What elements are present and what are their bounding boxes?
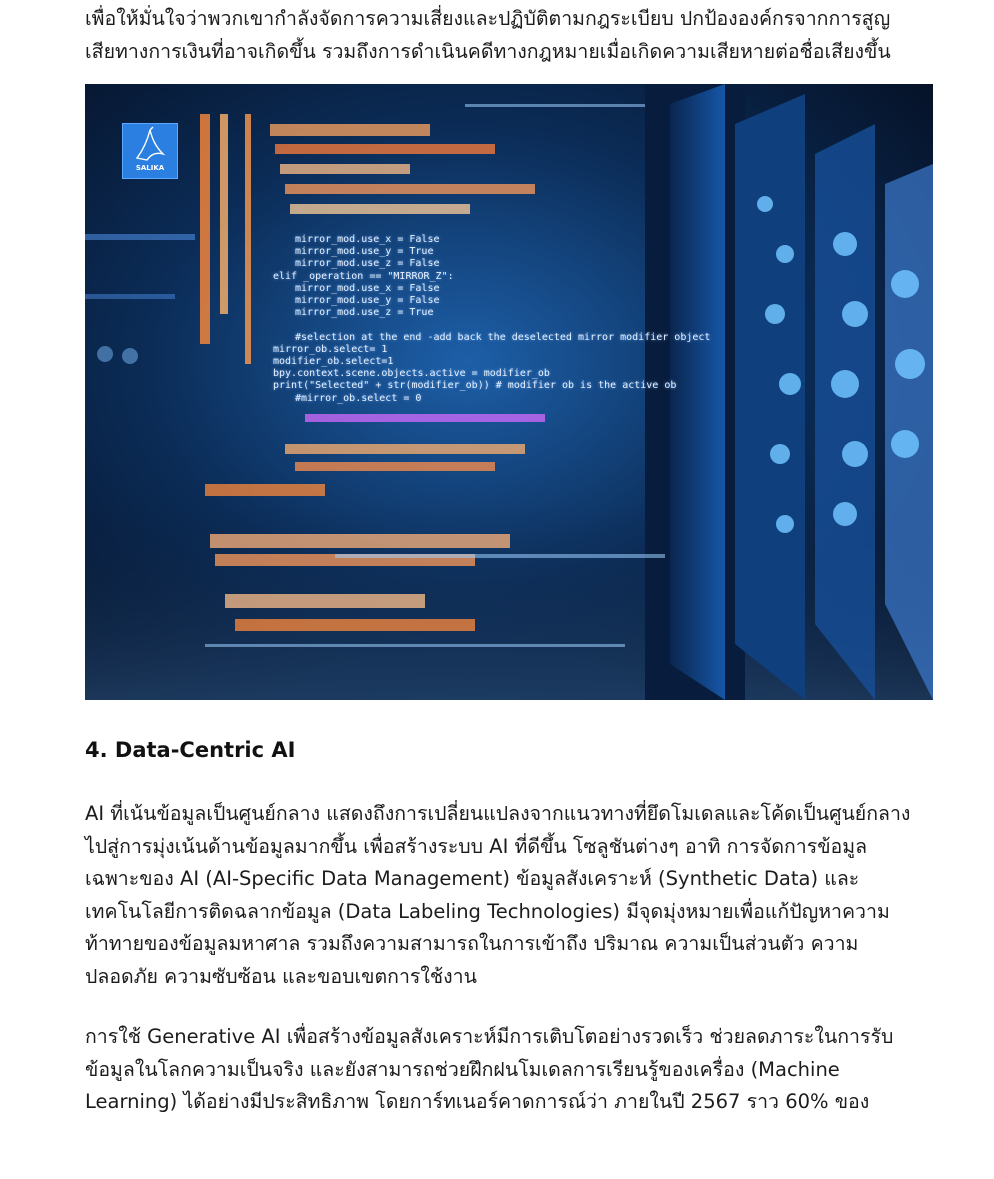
code-line: mirror_mod.use_z = False bbox=[295, 258, 440, 270]
paragraph-line: เทคโนโลยีการติดฉลากข้อมูล (Data Labeling Technologies) มีจุดมุ่งหมายเพื่อแก้ปัญหาความ bbox=[85, 899, 890, 923]
code-line: elif _operation == "MIRROR_Z": bbox=[273, 270, 454, 282]
paragraph-line: ปลอดภัย ความซับซ้อน และขอบเขตการใช้งาน bbox=[85, 964, 477, 988]
code-line: mirror_mod.use_y = True bbox=[295, 246, 434, 258]
paragraph-line: Learning) ได้อย่างมีประสิทธิภาพ โดยการ์ทเนอร์คาดการณ์ว่า ภายในปี 2567 ราว 60% ของ bbox=[85, 1090, 870, 1114]
code-line: mirror_mod.use_x = False bbox=[295, 234, 440, 245]
intro-line: เสียทางการเงินที่อาจเกิดขึ้น รวมถึงการดำเนินคดีทางกฎหมายเมื่อเกิดความเสียหายต่อชื่อเสียงขึ้น bbox=[85, 39, 891, 63]
code-line: modifier_ob.select=1 bbox=[273, 356, 394, 368]
code-line: print("Selected" + str(modifier_ob)) # modifier ob is the active ob bbox=[273, 380, 677, 392]
code-line bbox=[273, 319, 710, 331]
logo-wordmark: SALIKA bbox=[135, 164, 165, 172]
body-paragraph-1 bbox=[85, 798, 935, 994]
code-overlay bbox=[273, 234, 710, 405]
paragraph-line: การใช้ Generative AI เพื่อสร้างข้อมูลสังเคราะห์มีการเติบโตอย่างรวดเร็ว ช่วยลดภาระในการรับ bbox=[85, 1025, 894, 1048]
paragraph-line: AI ที่เน้นข้อมูลเป็นศูนย์กลาง แสดงถึงการเปลี่ยนแปลงจากแนวทางที่ยึดโมเดลและโค้ดเป็นศูนย์กลาง bbox=[85, 802, 911, 825]
salika-logo bbox=[122, 123, 178, 179]
intro-paragraph bbox=[85, 3, 935, 68]
bird-icon bbox=[123, 124, 177, 164]
paragraph-line: เฉพาะของ AI (AI-Specific Data Management) ข้อมูลสังเคราะห์ (Synthetic Data) และ bbox=[85, 867, 860, 891]
paragraph-line: ท้าทายของข้อมูลมหาศาล รวมถึงความสามารถในการเข้าถึง ปริมาณ ความเป็นส่วนตัว ความ bbox=[85, 932, 859, 956]
code-line: mirror_ob.select= 1 bbox=[273, 343, 388, 355]
code-line: bpy.context.scene.objects.active = modifier_ob bbox=[273, 368, 550, 380]
section-heading: 4. Data-Centric AI bbox=[85, 738, 296, 762]
paragraph-line: ไปสู่การมุ่งเน้นด้านข้อมูลมากขึ้น เพื่อสร้างระบบ AI ที่ดีขึ้น โซลูชันต่างๆ อาทิ การจัดการข้อมูล bbox=[85, 834, 868, 858]
article-image bbox=[85, 84, 933, 700]
intro-line: เพื่อให้มั่นใจว่าพวกเขากำลังจัดการความเสี่ยงและปฏิบัติตามกฎระเบียบ ปกป้ององค์กรจากการสูญ bbox=[85, 7, 891, 30]
code-line: mirror_mod.use_z = True bbox=[295, 307, 434, 319]
code-line: #selection at the end -add back the deselected mirror modifier object bbox=[295, 331, 711, 343]
code-line: mirror_mod.use_y = False bbox=[295, 295, 440, 307]
paragraph-line: ข้อมูลในโลกความเป็นจริง และยังสามารถช่วยฝึกฝนโมเดลการเรียนรู้ของเครื่อง (Machine bbox=[85, 1057, 840, 1081]
code-line: mirror_mod.use_x = False bbox=[295, 282, 440, 294]
code-line: #mirror_ob.select = 0 bbox=[295, 392, 422, 404]
body-paragraph-2 bbox=[85, 1021, 935, 1119]
